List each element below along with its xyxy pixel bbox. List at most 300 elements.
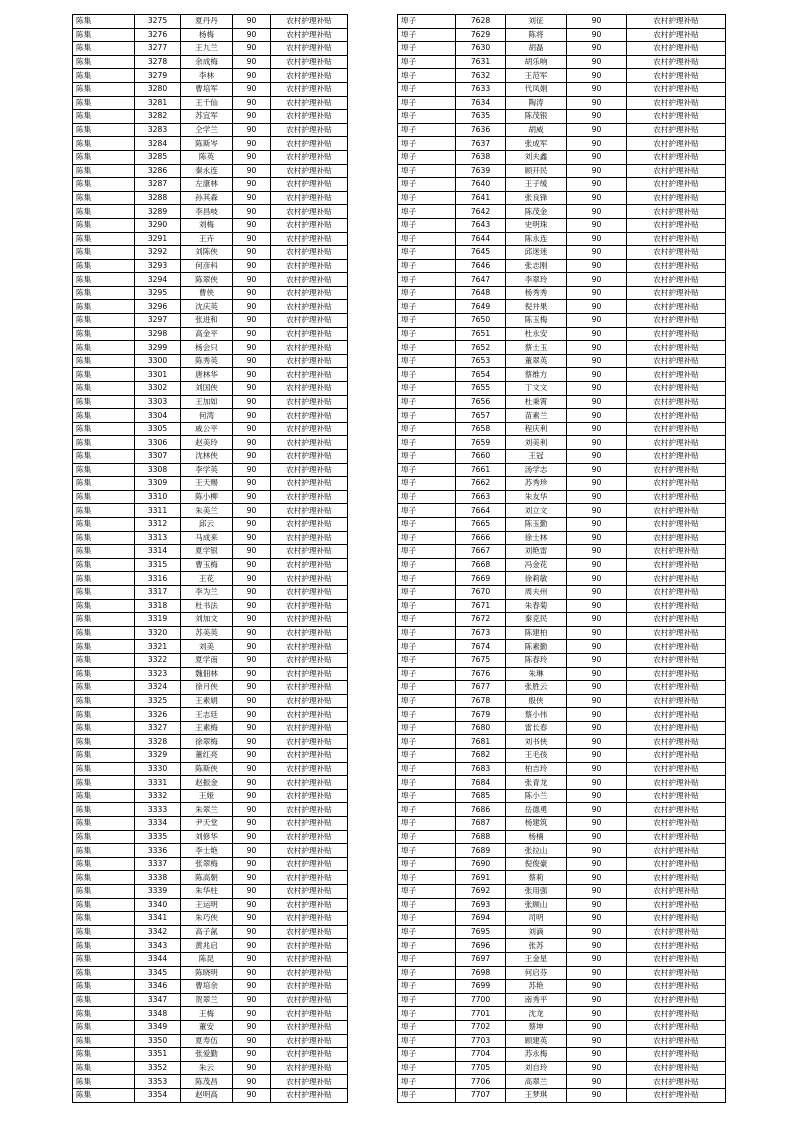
amount-cell: 90 — [567, 150, 627, 164]
subsidy-type-cell: 农村护理补贴 — [271, 952, 348, 966]
table-row — [398, 82, 726, 96]
name-cell: 朱巧侠 — [181, 912, 233, 926]
id-cell: 3294 — [135, 273, 181, 287]
subsidy-type-cell: 农村护理补贴 — [627, 925, 726, 939]
name-cell: 刘滴 — [506, 925, 567, 939]
id-cell: 7634 — [456, 96, 506, 110]
name-cell: 王加如 — [181, 395, 233, 409]
id-cell: 7636 — [456, 123, 506, 137]
town-cell: 埠子 — [398, 531, 456, 545]
amount-cell: 90 — [567, 42, 627, 56]
table-row — [398, 517, 726, 531]
name-cell: 李林 — [181, 69, 233, 83]
town-cell: 埠子 — [398, 42, 456, 56]
subsidy-type-cell: 农村护理补贴 — [271, 585, 348, 599]
town-cell: 埠子 — [398, 871, 456, 885]
name-cell: 蔡士玉 — [506, 341, 567, 355]
town-cell: 埠子 — [398, 572, 456, 586]
amount-cell: 90 — [233, 1061, 271, 1075]
id-cell: 7684 — [456, 776, 506, 790]
subsidy-type-cell: 农村护理补贴 — [271, 545, 348, 559]
table-row — [73, 15, 348, 29]
id-cell: 7665 — [456, 517, 506, 531]
amount-cell: 90 — [233, 885, 271, 899]
id-cell: 3325 — [135, 694, 181, 708]
id-cell: 7701 — [456, 1007, 506, 1021]
amount-cell: 90 — [567, 857, 627, 871]
name-cell: 丁文文 — [506, 382, 567, 396]
subsidy-type-cell: 农村护理补贴 — [627, 55, 726, 69]
table-row — [73, 912, 348, 926]
amount-cell: 90 — [567, 341, 627, 355]
id-cell: 7666 — [456, 531, 506, 545]
town-cell: 陈集 — [73, 803, 135, 817]
amount-cell: 90 — [567, 82, 627, 96]
table-row — [73, 205, 348, 219]
table-row — [73, 137, 348, 151]
amount-cell: 90 — [567, 599, 627, 613]
table-row — [398, 871, 726, 885]
subsidy-type-cell: 农村护理补贴 — [627, 504, 726, 518]
town-cell: 埠子 — [398, 55, 456, 69]
name-cell: 尹天堂 — [181, 817, 233, 831]
subsidy-type-cell: 农村护理补贴 — [271, 939, 348, 953]
town-cell: 埠子 — [398, 82, 456, 96]
amount-cell: 90 — [567, 1020, 627, 1034]
table-row — [398, 558, 726, 572]
id-cell: 7704 — [456, 1048, 506, 1062]
name-cell: 王素梅 — [181, 721, 233, 735]
id-cell: 3333 — [135, 803, 181, 817]
town-cell: 陈集 — [73, 980, 135, 994]
town-cell: 埠子 — [398, 966, 456, 980]
subsidy-type-cell: 农村护理补贴 — [627, 246, 726, 260]
name-cell: 苏宜军 — [181, 110, 233, 124]
name-cell: 张翠梅 — [181, 857, 233, 871]
id-cell: 7652 — [456, 341, 506, 355]
town-cell: 陈集 — [73, 912, 135, 926]
table-row — [73, 273, 348, 287]
amount-cell: 90 — [567, 314, 627, 328]
table-row — [73, 96, 348, 110]
table-row — [398, 667, 726, 681]
id-cell: 7646 — [456, 259, 506, 273]
name-cell: 陈玉勤 — [506, 517, 567, 531]
id-cell: 7677 — [456, 681, 506, 695]
subsidy-type-cell: 农村护理补贴 — [627, 1088, 726, 1102]
amount-cell: 90 — [233, 137, 271, 151]
name-cell: 朱春菊 — [506, 599, 567, 613]
id-cell: 3307 — [135, 450, 181, 464]
amount-cell: 90 — [233, 871, 271, 885]
table-row — [73, 1048, 348, 1062]
amount-cell: 90 — [567, 28, 627, 42]
subsidy-type-cell: 农村护理补贴 — [627, 789, 726, 803]
amount-cell: 90 — [567, 640, 627, 654]
town-cell: 埠子 — [398, 150, 456, 164]
subsidy-type-cell: 农村护理补贴 — [627, 1075, 726, 1089]
name-cell: 蔡小伟 — [506, 708, 567, 722]
subsidy-type-cell: 农村护理补贴 — [627, 830, 726, 844]
id-cell: 7703 — [456, 1034, 506, 1048]
subsidy-type-cell: 农村护理补贴 — [627, 164, 726, 178]
name-cell: 张用强 — [506, 885, 567, 899]
id-cell: 3329 — [135, 749, 181, 763]
town-cell: 埠子 — [398, 15, 456, 29]
town-cell: 陈集 — [73, 817, 135, 831]
id-cell: 7702 — [456, 1020, 506, 1034]
id-cell: 3336 — [135, 844, 181, 858]
table-row — [398, 450, 726, 464]
subsidy-type-cell: 农村护理补贴 — [271, 82, 348, 96]
town-cell: 陈集 — [73, 681, 135, 695]
town-cell: 陈集 — [73, 993, 135, 1007]
name-cell: 朱美兰 — [181, 504, 233, 518]
table-row — [73, 925, 348, 939]
town-cell: 陈集 — [73, 1061, 135, 1075]
subsidy-type-cell: 农村护理补贴 — [271, 286, 348, 300]
subsidy-type-cell: 农村护理补贴 — [271, 898, 348, 912]
name-cell: 王娅 — [181, 789, 233, 803]
subsidy-type-cell: 农村护理补贴 — [627, 599, 726, 613]
id-cell: 7667 — [456, 545, 506, 559]
town-cell: 陈集 — [73, 409, 135, 423]
amount-cell: 90 — [233, 286, 271, 300]
table-row — [73, 531, 348, 545]
id-cell: 3312 — [135, 517, 181, 531]
table-row — [73, 613, 348, 627]
town-cell: 陈集 — [73, 341, 135, 355]
table-row — [73, 341, 348, 355]
id-cell: 3288 — [135, 191, 181, 205]
table-row — [398, 1007, 726, 1021]
name-cell: 孙其森 — [181, 191, 233, 205]
name-cell: 陶涛 — [506, 96, 567, 110]
amount-cell: 90 — [233, 599, 271, 613]
subsidy-type-cell: 农村护理补贴 — [271, 164, 348, 178]
table-row — [398, 803, 726, 817]
town-cell: 陈集 — [73, 1020, 135, 1034]
id-cell: 7662 — [456, 477, 506, 491]
id-cell: 3302 — [135, 382, 181, 396]
town-cell: 埠子 — [398, 749, 456, 763]
name-cell: 汤学志 — [506, 463, 567, 477]
amount-cell: 90 — [233, 178, 271, 192]
amount-cell: 90 — [233, 205, 271, 219]
amount-cell: 90 — [233, 55, 271, 69]
amount-cell: 90 — [233, 1088, 271, 1102]
subsidy-type-cell: 农村护理补贴 — [627, 545, 726, 559]
subsidy-type-cell: 农村护理补贴 — [627, 993, 726, 1007]
table-row — [398, 382, 726, 396]
table-row — [73, 667, 348, 681]
name-cell: 张胜云 — [506, 681, 567, 695]
amount-cell: 90 — [233, 762, 271, 776]
id-cell: 7647 — [456, 273, 506, 287]
town-cell: 陈集 — [73, 558, 135, 572]
amount-cell: 90 — [567, 667, 627, 681]
id-cell: 7631 — [456, 55, 506, 69]
table-row — [398, 980, 726, 994]
name-cell: 岳德勇 — [506, 803, 567, 817]
id-cell: 3338 — [135, 871, 181, 885]
id-cell: 7639 — [456, 164, 506, 178]
id-cell: 3339 — [135, 885, 181, 899]
amount-cell: 90 — [567, 966, 627, 980]
id-cell: 7650 — [456, 314, 506, 328]
table-row — [73, 626, 348, 640]
id-cell: 3285 — [135, 150, 181, 164]
town-cell: 埠子 — [398, 368, 456, 382]
name-cell: 陈斯岑 — [181, 137, 233, 151]
name-cell: 王运明 — [181, 898, 233, 912]
table-row — [73, 191, 348, 205]
table-row — [398, 885, 726, 899]
subsidy-type-cell: 农村护理补贴 — [627, 490, 726, 504]
amount-cell: 90 — [233, 844, 271, 858]
subsidy-type-cell: 农村护理补贴 — [271, 504, 348, 518]
amount-cell: 90 — [233, 422, 271, 436]
amount-cell: 90 — [233, 1007, 271, 1021]
town-cell: 埠子 — [398, 912, 456, 926]
subsidy-type-cell: 农村护理补贴 — [271, 123, 348, 137]
subsidy-type-cell: 农村护理补贴 — [271, 137, 348, 151]
table-row — [73, 857, 348, 871]
table-row — [398, 749, 726, 763]
subsidy-type-cell: 农村护理补贴 — [627, 205, 726, 219]
amount-cell: 90 — [567, 123, 627, 137]
subsidy-type-cell: 农村护理补贴 — [627, 871, 726, 885]
id-cell: 7690 — [456, 857, 506, 871]
town-cell: 埠子 — [398, 28, 456, 42]
name-cell: 张志刚 — [506, 259, 567, 273]
name-cell: 左康林 — [181, 178, 233, 192]
id-cell: 3346 — [135, 980, 181, 994]
id-cell: 7659 — [456, 436, 506, 450]
name-cell: 李士艳 — [181, 844, 233, 858]
town-cell: 埠子 — [398, 980, 456, 994]
subsidy-type-cell: 农村护理补贴 — [271, 993, 348, 1007]
table-row — [398, 96, 726, 110]
subsidy-type-cell: 农村护理补贴 — [627, 885, 726, 899]
id-cell: 7695 — [456, 925, 506, 939]
town-cell: 埠子 — [398, 137, 456, 151]
id-cell: 3343 — [135, 939, 181, 953]
name-cell: 董安 — [181, 1020, 233, 1034]
amount-cell: 90 — [233, 585, 271, 599]
amount-cell: 90 — [233, 42, 271, 56]
id-cell: 7633 — [456, 82, 506, 96]
subsidy-type-cell: 农村护理补贴 — [271, 1075, 348, 1089]
subsidy-type-cell: 农村护理补贴 — [271, 490, 348, 504]
name-cell: 苏秀珍 — [506, 477, 567, 491]
id-cell: 7686 — [456, 803, 506, 817]
table-row — [73, 123, 348, 137]
name-cell: 王毛孩 — [506, 749, 567, 763]
name-cell: 徐士林 — [506, 531, 567, 545]
subsidy-type-cell: 农村护理补贴 — [627, 694, 726, 708]
subsidy-type-cell: 农村护理补贴 — [627, 150, 726, 164]
table-row — [73, 259, 348, 273]
town-cell: 陈集 — [73, 218, 135, 232]
name-cell: 陈茂金 — [506, 205, 567, 219]
amount-cell: 90 — [233, 490, 271, 504]
subsidy-type-cell: 农村护理补贴 — [271, 205, 348, 219]
town-cell: 陈集 — [73, 1048, 135, 1062]
name-cell: 曹侠 — [181, 286, 233, 300]
subsidy-type-cell: 农村护理补贴 — [271, 300, 348, 314]
subsidy-type-cell: 农村护理补贴 — [271, 599, 348, 613]
id-cell: 7632 — [456, 69, 506, 83]
id-cell: 7676 — [456, 667, 506, 681]
name-cell: 殷侠 — [506, 694, 567, 708]
amount-cell: 90 — [233, 450, 271, 464]
name-cell: 刘美利 — [506, 436, 567, 450]
subsidy-type-cell: 农村护理补贴 — [627, 178, 726, 192]
table-row — [398, 545, 726, 559]
table-row — [73, 599, 348, 613]
town-cell: 埠子 — [398, 300, 456, 314]
subsidy-type-cell: 农村护理补贴 — [627, 803, 726, 817]
table-row — [398, 232, 726, 246]
name-cell: 杜永安 — [506, 327, 567, 341]
table-row — [398, 191, 726, 205]
name-cell: 王梦琪 — [506, 1088, 567, 1102]
town-cell: 陈集 — [73, 1075, 135, 1089]
town-cell: 埠子 — [398, 952, 456, 966]
town-cell: 陈集 — [73, 613, 135, 627]
name-cell: 代凤娟 — [506, 82, 567, 96]
table-row — [398, 218, 726, 232]
table-row — [398, 327, 726, 341]
name-cell: 魏佃林 — [181, 667, 233, 681]
table-row — [73, 517, 348, 531]
id-cell: 7678 — [456, 694, 506, 708]
amount-cell: 90 — [567, 898, 627, 912]
id-cell: 7640 — [456, 178, 506, 192]
town-cell: 陈集 — [73, 436, 135, 450]
town-cell: 陈集 — [73, 273, 135, 287]
subsidy-type-cell: 农村护理补贴 — [271, 463, 348, 477]
name-cell: 陈将 — [506, 28, 567, 42]
name-cell: 陈英 — [181, 150, 233, 164]
subsidy-type-cell: 农村护理补贴 — [627, 939, 726, 953]
subsidy-type-cell: 农村护理补贴 — [627, 966, 726, 980]
id-cell: 7705 — [456, 1061, 506, 1075]
table-row — [73, 1075, 348, 1089]
town-cell: 埠子 — [398, 925, 456, 939]
subsidy-type-cell: 农村护理补贴 — [627, 1034, 726, 1048]
table-row — [73, 368, 348, 382]
table-row — [398, 993, 726, 1007]
id-cell: 3297 — [135, 314, 181, 328]
amount-cell: 90 — [233, 1075, 271, 1089]
name-cell: 陈永连 — [506, 232, 567, 246]
town-cell: 埠子 — [398, 123, 456, 137]
table-row — [73, 463, 348, 477]
name-cell: 张顾山 — [506, 898, 567, 912]
town-cell: 埠子 — [398, 1007, 456, 1021]
id-cell: 3301 — [135, 368, 181, 382]
amount-cell: 90 — [233, 395, 271, 409]
town-cell: 埠子 — [398, 96, 456, 110]
amount-cell: 90 — [233, 626, 271, 640]
name-cell: 董红亮 — [181, 749, 233, 763]
table-row — [73, 490, 348, 504]
subsidy-type-cell: 农村护理补贴 — [271, 191, 348, 205]
id-cell: 3349 — [135, 1020, 181, 1034]
town-cell: 埠子 — [398, 218, 456, 232]
subsidy-type-cell: 农村护理补贴 — [271, 817, 348, 831]
amount-cell: 90 — [233, 1034, 271, 1048]
id-cell: 7628 — [456, 15, 506, 29]
subsidy-type-cell: 农村护理补贴 — [271, 246, 348, 260]
subsidy-type-cell: 农村护理补贴 — [271, 776, 348, 790]
town-cell: 陈集 — [73, 422, 135, 436]
name-cell: 陈建柏 — [506, 626, 567, 640]
amount-cell: 90 — [567, 137, 627, 151]
amount-cell: 90 — [233, 123, 271, 137]
id-cell: 7643 — [456, 218, 506, 232]
town-cell: 陈集 — [73, 42, 135, 56]
amount-cell: 90 — [567, 708, 627, 722]
town-cell: 陈集 — [73, 517, 135, 531]
amount-cell: 90 — [567, 286, 627, 300]
name-cell: 余成梅 — [181, 55, 233, 69]
town-cell: 陈集 — [73, 327, 135, 341]
id-cell: 3317 — [135, 585, 181, 599]
town-cell: 陈集 — [73, 490, 135, 504]
amount-cell: 90 — [233, 749, 271, 763]
table-row — [73, 300, 348, 314]
subsidy-type-cell: 农村护理补贴 — [627, 422, 726, 436]
name-cell: 何启芬 — [506, 966, 567, 980]
id-cell: 3293 — [135, 259, 181, 273]
table-row — [398, 273, 726, 287]
table-row — [398, 1075, 726, 1089]
id-cell: 7692 — [456, 885, 506, 899]
id-cell: 7706 — [456, 1075, 506, 1089]
name-cell: 苏艳 — [506, 980, 567, 994]
id-cell: 7654 — [456, 368, 506, 382]
amount-cell: 90 — [567, 300, 627, 314]
amount-cell: 90 — [567, 55, 627, 69]
name-cell: 王九兰 — [181, 42, 233, 56]
amount-cell: 90 — [567, 749, 627, 763]
id-cell: 7700 — [456, 993, 506, 1007]
table-row — [398, 69, 726, 83]
name-cell: 沈林侠 — [181, 450, 233, 464]
name-cell: 沈庆英 — [181, 300, 233, 314]
amount-cell: 90 — [567, 450, 627, 464]
name-cell: 陈素勤 — [506, 640, 567, 654]
amount-cell: 90 — [567, 164, 627, 178]
table-row — [73, 69, 348, 83]
table-row — [73, 395, 348, 409]
subsidy-type-cell: 农村护理补贴 — [627, 912, 726, 926]
table-row — [73, 681, 348, 695]
town-cell: 埠子 — [398, 259, 456, 273]
town-cell: 陈集 — [73, 966, 135, 980]
table-row — [73, 1020, 348, 1034]
amount-cell: 90 — [233, 640, 271, 654]
table-row — [398, 572, 726, 586]
id-cell: 3275 — [135, 15, 181, 29]
town-cell: 埠子 — [398, 1020, 456, 1034]
table-row — [398, 817, 726, 831]
table-row — [398, 55, 726, 69]
subsidy-type-cell: 农村护理补贴 — [627, 817, 726, 831]
